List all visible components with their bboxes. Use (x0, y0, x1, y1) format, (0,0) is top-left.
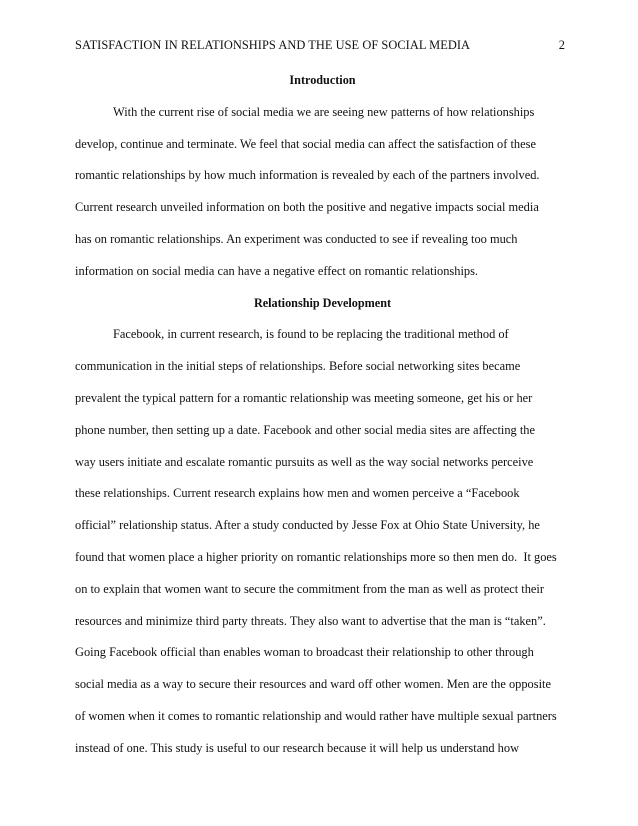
paragraph-line: social media as a way to secure their resources and ward off other women. Men are the opposite (75, 677, 551, 692)
page-number: 2 (558, 38, 565, 52)
paragraph-line: With the current rise of social media we are seeing new patterns of how relationships (113, 104, 535, 119)
paragraph-line: Current research unveiled information on both the positive and negative impacts social media (75, 200, 539, 215)
paragraph-line: Going Facebook official than enables woman to broadcast their relationship to other through (75, 645, 534, 660)
paragraph-line: romantic relationships by how much information is revealed by each of the partners involved. (75, 168, 540, 183)
section-relationship-development (75, 288, 570, 765)
paragraph-line: found that women place a higher priority on romantic relationships more so then men do. It goes (75, 549, 557, 564)
paragraph-line: resources and minimize third party threats. They also want to advertise that the man is “taken”. (75, 613, 546, 628)
paragraph-line: phone number, then setting up a date. Facebook and other social media sites are affecting the (75, 422, 535, 437)
document-body (75, 65, 570, 765)
section-heading: Introduction (289, 73, 356, 87)
paragraph-line: instead of one. This study is useful to our research because it will help us understand how (75, 740, 520, 755)
paragraph-line: official” relationship status. After a study conducted by Jesse Fox at Ohio State University, he (75, 518, 540, 533)
running-head: SATISFACTION IN RELATIONSHIPS AND THE USE OF SOCIAL MEDIA (75, 38, 471, 52)
section-introduction (75, 65, 570, 288)
paragraph-line: on to explain that women want to secure the commitment from the man as well as protect their (75, 581, 544, 596)
paragraph-line: information on social media can have a negative effect on romantic relationships. (75, 263, 479, 278)
paragraph-line: develop, continue and terminate. We feel that social media can affect the satisfaction of these (75, 136, 536, 151)
paragraph-line: way users initiate and escalate romantic pursuits as well as the way social networks perceive (75, 454, 534, 469)
paragraph-line: of women when it comes to romantic relationship and would rather have multiple sexual partners (75, 708, 557, 723)
paragraph-line: has on romantic relationships. An experiment was conducted to see if revealing too much (75, 231, 518, 246)
section-heading: Relationship Development (253, 295, 392, 310)
paragraph-line: prevalent the typical pattern for a romantic relationship was meeting someone, get his or her (75, 390, 533, 405)
paragraph-line: Facebook, in current research, is found to be replacing the traditional method of (113, 327, 509, 342)
paragraph-line: these relationships. Current research explains how men and women perceive a “Facebook (75, 486, 520, 501)
paragraph-line: communication in the initial steps of relationships. Before social networking sites became (75, 359, 521, 374)
